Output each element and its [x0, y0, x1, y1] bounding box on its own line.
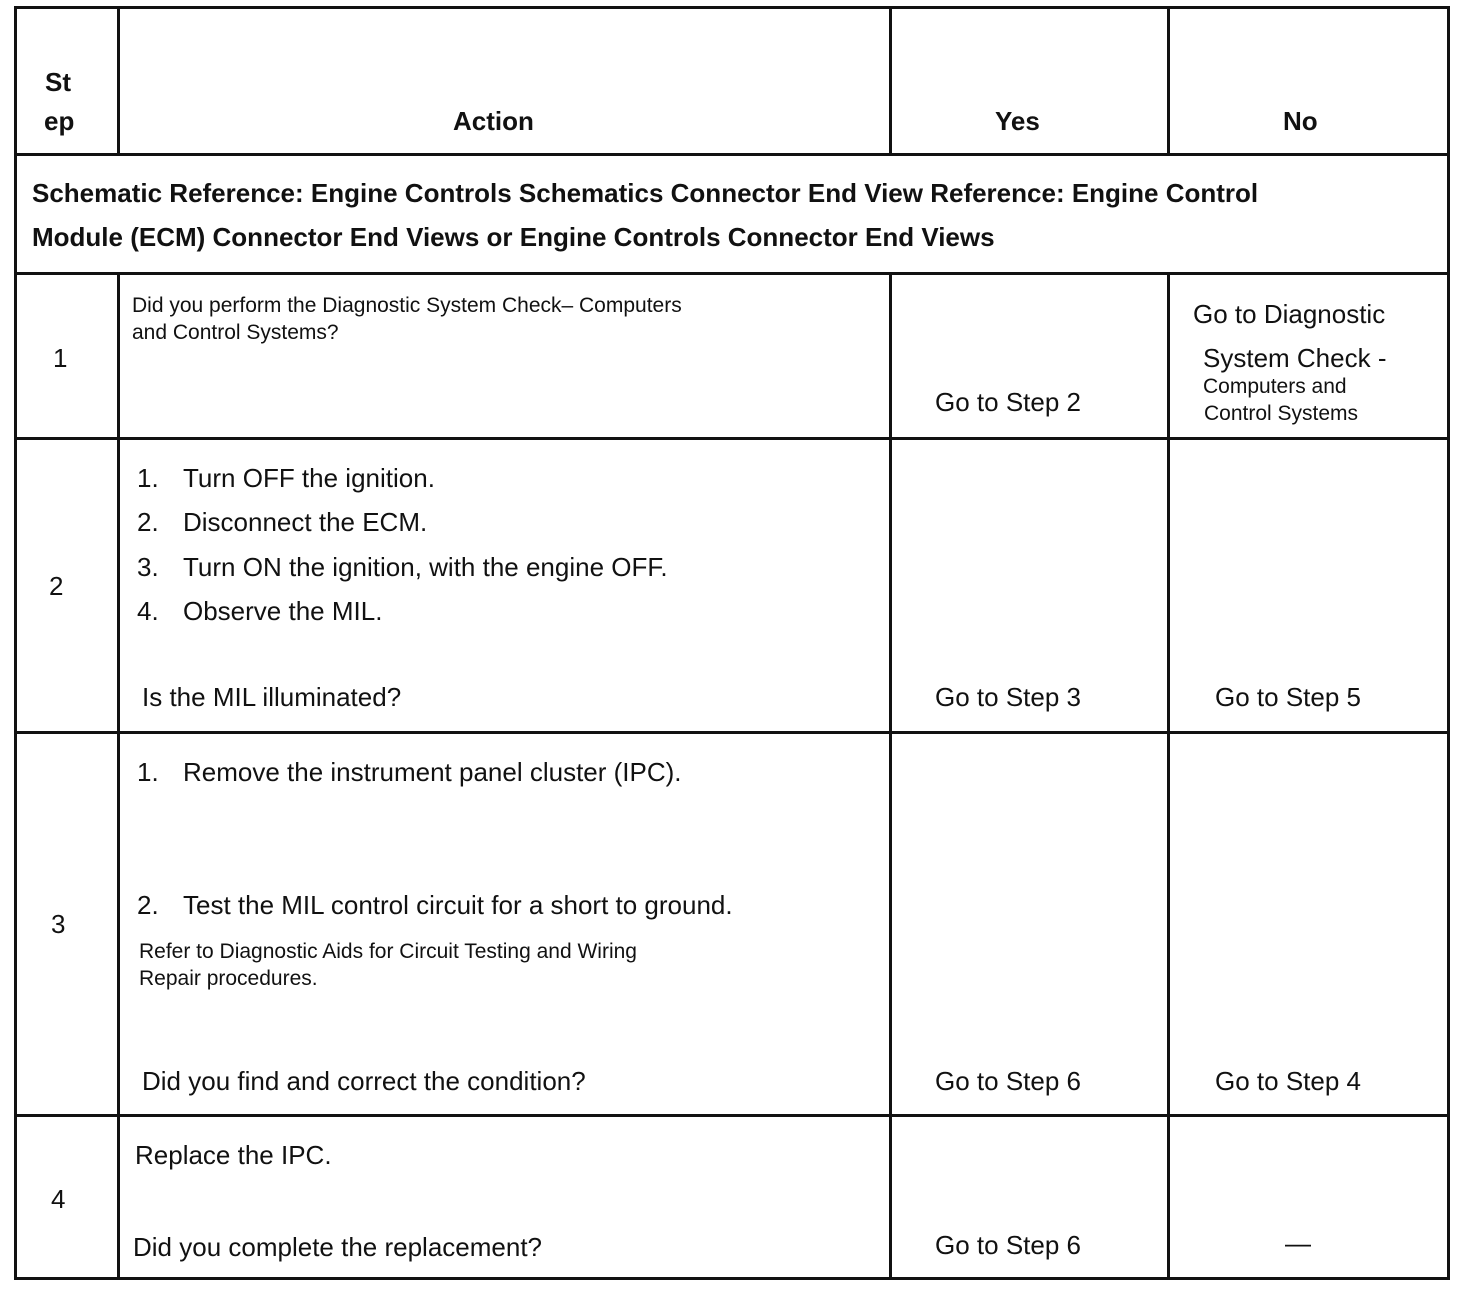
column-divider: [117, 272, 120, 1277]
diagnostic-table: [14, 6, 1450, 1280]
header-yes: Yes: [995, 106, 1040, 136]
step2-no: Go to Step 5: [1215, 682, 1361, 712]
column-divider: [1167, 9, 1170, 153]
list-item-text: Remove the instrument panel cluster (IPC).: [183, 757, 682, 787]
header-no: No: [1283, 106, 1318, 136]
list-item: [137, 757, 682, 788]
step3-note-line1: Refer to Diagnostic Aids for Circuit Testing and Wiring: [139, 940, 637, 963]
step4-yes: Go to Step 6: [935, 1230, 1081, 1260]
list-item: [137, 507, 427, 538]
column-divider: [1167, 272, 1170, 1277]
step2-yes: Go to Step 3: [935, 682, 1081, 712]
step3-no: Go to Step 4: [1215, 1066, 1361, 1096]
column-divider: [117, 9, 120, 153]
step1-no-line2: System Check -: [1203, 343, 1387, 373]
step1-no-line3: Computers and: [1203, 375, 1347, 398]
row-divider: [17, 1114, 1447, 1117]
list-item-number: 1.: [137, 463, 159, 493]
header-step-line2: ep: [44, 106, 75, 136]
list-item: [137, 463, 435, 494]
step3-note-line2: Repair procedures.: [139, 967, 318, 990]
list-item-number: 1.: [137, 757, 159, 787]
step-number: 1: [53, 343, 68, 373]
row-divider: [17, 731, 1447, 734]
list-item: [137, 596, 382, 627]
step1-no-line1: Go to Diagnostic: [1193, 299, 1386, 329]
schematic-reference-line1: Schematic Reference: Engine Controls Schematics Connector End View Reference: Engine Control: [32, 178, 1259, 208]
step1-action-line1: Did you perform the Diagnostic System Check– Computers: [132, 294, 682, 317]
step1-no-line4: Control Systems: [1204, 402, 1359, 425]
list-item-text: Disconnect the ECM.: [183, 507, 428, 537]
list-item: [137, 890, 733, 921]
list-item-number: 4.: [137, 596, 159, 626]
step-number: 3: [51, 909, 66, 939]
header-step-line1: St: [45, 67, 71, 97]
list-item: [137, 552, 668, 583]
step1-yes: Go to Step 2: [935, 387, 1081, 417]
step1-action-line2: and Control Systems?: [132, 321, 339, 344]
step3-question: Did you find and correct the condition?: [142, 1066, 586, 1096]
row-divider: [17, 153, 1447, 156]
list-item-text: Test the MIL control circuit for a short to ground.: [183, 890, 733, 920]
step-number: 2: [49, 571, 64, 601]
list-item-text: Observe the MIL.: [183, 596, 383, 626]
schematic-reference-line2: Module (ECM) Connector End Views or Engine Controls Connector End Views: [32, 222, 995, 252]
list-item-number: 2.: [137, 507, 159, 537]
column-divider: [889, 9, 892, 153]
list-item-number: 3.: [137, 552, 159, 582]
list-item-text: Turn ON the ignition, with the engine OFF.: [183, 552, 668, 582]
step3-yes: Go to Step 6: [935, 1066, 1081, 1096]
step4-action: Replace the IPC.: [135, 1140, 332, 1170]
step2-question: Is the MIL illuminated?: [142, 682, 402, 712]
column-divider: [889, 272, 892, 1277]
step4-no: —: [1285, 1228, 1311, 1258]
row-divider: [17, 272, 1447, 275]
step4-question: Did you complete the replacement?: [133, 1232, 543, 1262]
row-divider: [17, 437, 1447, 440]
list-item-number: 2.: [137, 890, 159, 920]
header-action: Action: [453, 106, 534, 136]
step-number: 4: [51, 1184, 66, 1214]
list-item-text: Turn OFF the ignition.: [183, 463, 435, 493]
